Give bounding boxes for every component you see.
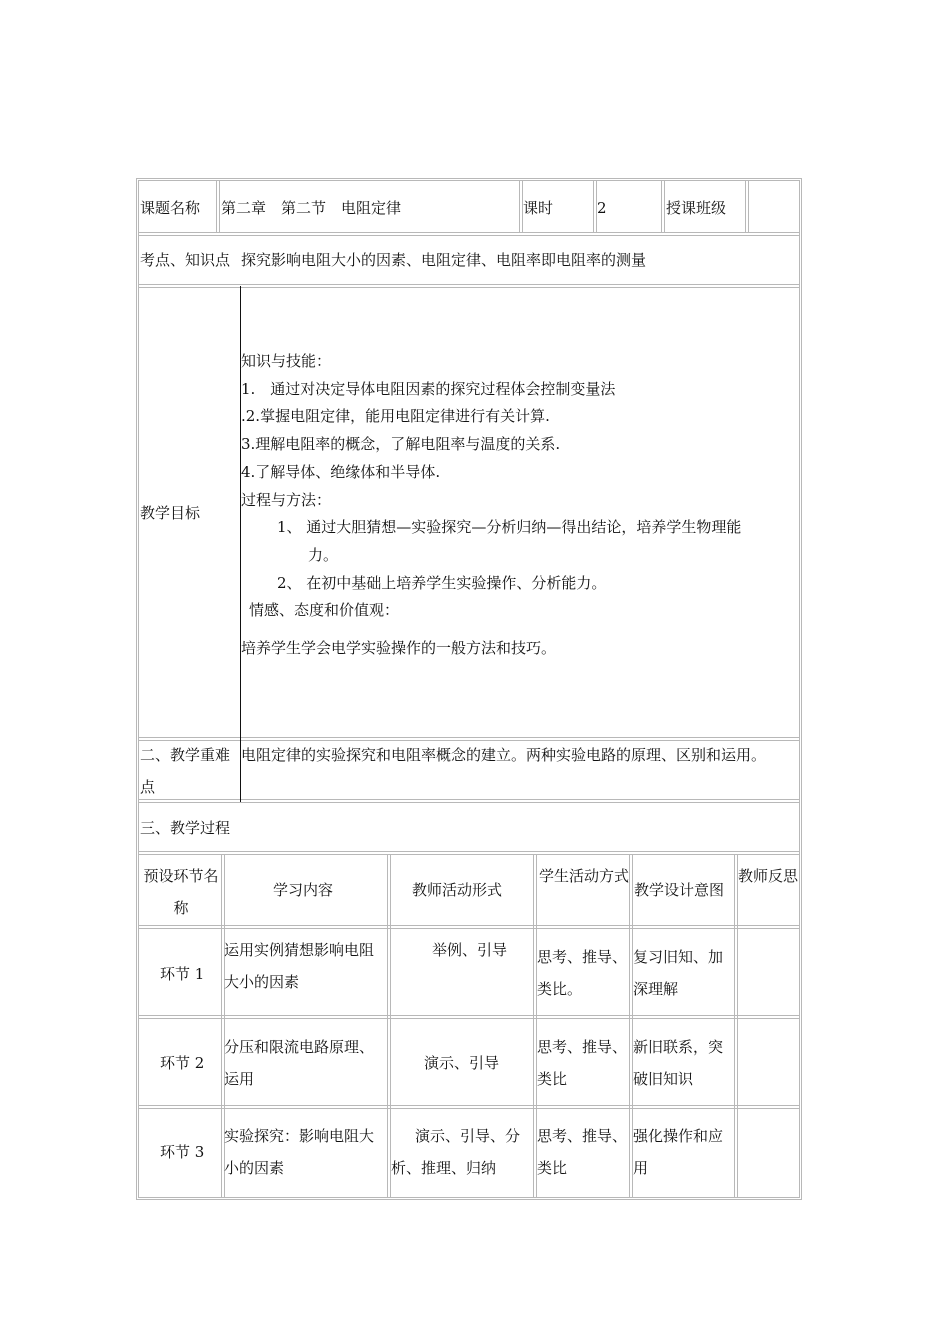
column-divider bbox=[734, 854, 738, 1197]
header-stage-name: 预设环节名称 bbox=[143, 867, 219, 917]
table-row-design-intent: 新旧联系，突破旧知识 bbox=[633, 1038, 724, 1088]
column-divider bbox=[745, 181, 749, 233]
table-row-content: 实验探究：影响电阻大小的因素 bbox=[224, 1127, 375, 1177]
row-divider bbox=[139, 284, 799, 288]
header-student-activity: 学生活动方式 bbox=[538, 867, 629, 885]
table-row-student-activity: 思考、推导、类比。 bbox=[537, 948, 628, 998]
knowledge-points-content: 探究影响电阻大小的因素、电阻定律、电阻率即电阻率的测量 bbox=[241, 251, 647, 269]
teaching-objectives-content bbox=[241, 348, 801, 663]
row-divider bbox=[139, 1015, 799, 1019]
column-divider bbox=[216, 181, 220, 233]
table-row-stage: 环节 3 bbox=[160, 1143, 205, 1161]
table-row-teacher-activity: 演示、引导、分析、推理、归纳 bbox=[391, 1127, 521, 1177]
table-row-teacher-activity: 举例、引导 bbox=[432, 941, 508, 959]
teaching-class-label: 授课班级 bbox=[666, 199, 727, 217]
key-difficult-points-content: 电阻定律的实验探究和电阻率概念的建立。两种实验电路的原理、区别和运用。 bbox=[241, 746, 767, 764]
objective-line: 4.了解导体、绝缘体和半导体. bbox=[241, 462, 441, 481]
table-row-teacher-activity: 演示、引导 bbox=[424, 1054, 500, 1072]
table-row-student-activity: 思考、推导、类比 bbox=[537, 1127, 628, 1177]
class-hours-value: 2 bbox=[597, 199, 607, 217]
teaching-process-label: 三、教学过程 bbox=[140, 819, 231, 837]
table-row-stage: 环节 1 bbox=[160, 965, 205, 983]
objective-line: 2、 在初中基础上培养学生实验操作、分析能力。 bbox=[277, 573, 607, 592]
header-design-intent: 教学设计意图 bbox=[634, 881, 725, 899]
class-hours-label: 课时 bbox=[523, 199, 554, 217]
objective-line: 培养学生学会电学实验操作的一般方法和技巧。 bbox=[241, 639, 557, 658]
topic-name-label: 课题名称 bbox=[140, 199, 201, 217]
objective-line: .2.掌握电阻定律，能用电阻定律进行有关计算. bbox=[241, 407, 550, 426]
objective-line: 过程与方法： bbox=[241, 490, 332, 509]
column-divider bbox=[661, 181, 665, 233]
objective-line: 1、 通过大胆猜想—实验探究—分析归纳—得出结论，培养学生物理能 bbox=[277, 518, 742, 537]
teaching-objectives-label: 教学目标 bbox=[140, 504, 201, 522]
objective-line: 力。 bbox=[308, 545, 339, 564]
topic-title: 第二章 第二节 电阻定律 bbox=[221, 199, 402, 217]
header-learning-content: 学习内容 bbox=[273, 881, 334, 899]
header-teacher-activity: 教师活动形式 bbox=[412, 881, 503, 899]
objective-line: 3.理解电阻率的概念，了解电阻率与温度的关系. bbox=[241, 435, 561, 454]
table-row-student-activity: 思考、推导、类比 bbox=[537, 1038, 628, 1088]
table-row-content: 运用实例猜想影响电阻大小的因素 bbox=[224, 941, 375, 991]
knowledge-points-label: 考点、知识点 bbox=[140, 251, 231, 269]
objective-line: 1. 通过对决定导体电阻因素的探究过程体会控制变量法 bbox=[241, 379, 616, 398]
objective-line: 知识与技能： bbox=[241, 352, 332, 370]
key-difficult-points-label: 二、教学重难点 bbox=[140, 746, 231, 796]
table-row-stage: 环节 2 bbox=[160, 1054, 205, 1072]
row-divider bbox=[139, 232, 799, 236]
table-row-content: 分压和限流电路原理、运用 bbox=[224, 1038, 375, 1088]
table-row-design-intent: 强化操作和应用 bbox=[633, 1127, 724, 1177]
row-divider bbox=[139, 851, 799, 855]
objective-line: 情感、态度和价值观： bbox=[249, 601, 400, 620]
row-divider bbox=[139, 1105, 799, 1109]
table-row-design-intent: 复习旧知、加深理解 bbox=[633, 948, 724, 998]
header-teacher-reflection: 教师反思 bbox=[738, 867, 799, 885]
row-divider bbox=[139, 925, 799, 929]
